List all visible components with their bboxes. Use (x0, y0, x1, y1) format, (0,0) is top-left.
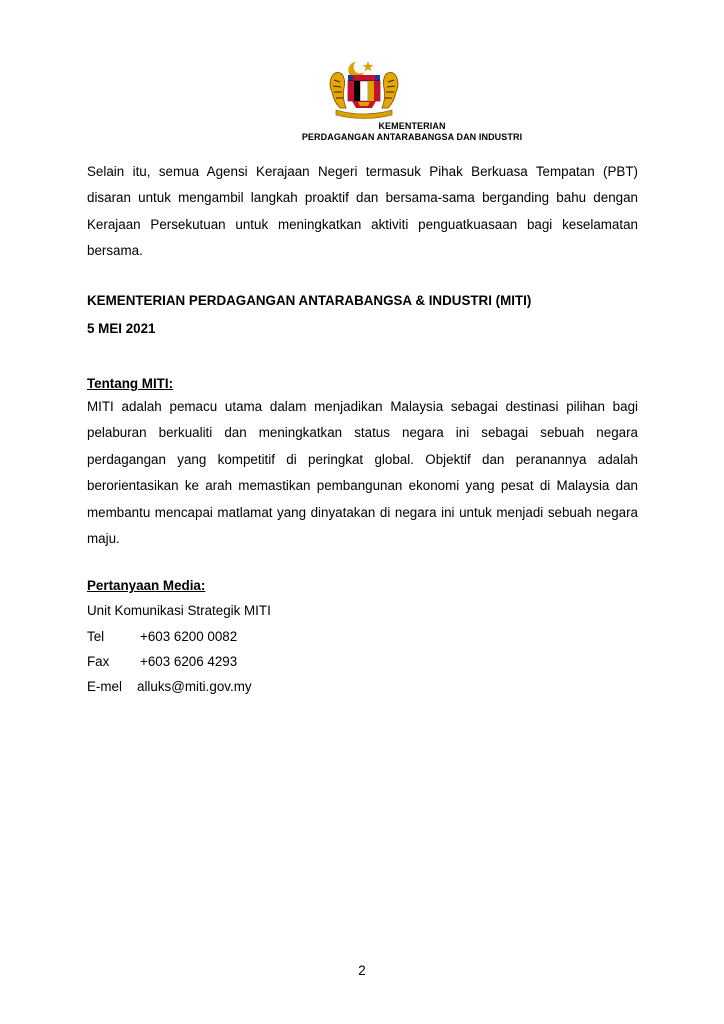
tel-value: +603 6200 0082 (140, 629, 238, 644)
signoff-date: 5 MEI 2021 (87, 321, 156, 336)
malaysia-coat-of-arms-icon (322, 58, 406, 120)
fax-label: Fax (87, 654, 110, 669)
page-number: 2 (358, 963, 366, 978)
signoff-organization: KEMENTERIAN PERDAGANGAN ANTARABANGSA & INDUSTRI (MITI) (87, 293, 532, 308)
media-unit-name: Unit Komunikasi Strategik MITI (87, 603, 271, 618)
tel-label: Tel (87, 629, 105, 644)
ministry-name-line1: KEMENTERIAN (378, 121, 446, 131)
ministry-name-line2: PERDAGANGAN ANTARABANGSA DAN INDUSTRI (301, 132, 523, 142)
email-label: E-mel (87, 679, 122, 694)
about-miti-paragraph: MITI adalah pemacu utama dalam menjadikan Malaysia sebagai destinasi pilihan bagi pelaburan berkualiti dan meningkatkan status negara ini sebagai sebuah negara perdagangan yang kompetitif di peringkat global. Objektif dan peranannya adalah berorientasikan ke arah memastikan pembangunan ekonomi yang pesat di Malaysia dan membantu mencapai matlamat yang dinyatakan di negara ini untuk menjadi sebuah negara maju. (87, 399, 638, 547)
contact-tel-row (87, 627, 237, 647)
letterhead (0, 58, 724, 148)
media-inquiry-title: Pertanyaan Media: (87, 578, 206, 593)
paragraph-state-agencies: Selain itu, semua Agensi Kerajaan Negeri termasuk Pihak Berkuasa Tempatan (PBT) disaran untuk mengambil langkah proaktif dan bersama-sama berganding bahu dengan Kerajaan Persekutuan untuk meningkatkan aktiviti penguatkuasaan bagi keselamatan bersama. (87, 164, 638, 259)
about-miti-title: Tentang MITI: (87, 376, 174, 391)
fax-value: +603 6206 4293 (140, 654, 238, 669)
contact-fax-row (87, 652, 237, 672)
contact-email-row (87, 677, 252, 697)
email-value: alluks@miti.gov.my (137, 679, 252, 694)
